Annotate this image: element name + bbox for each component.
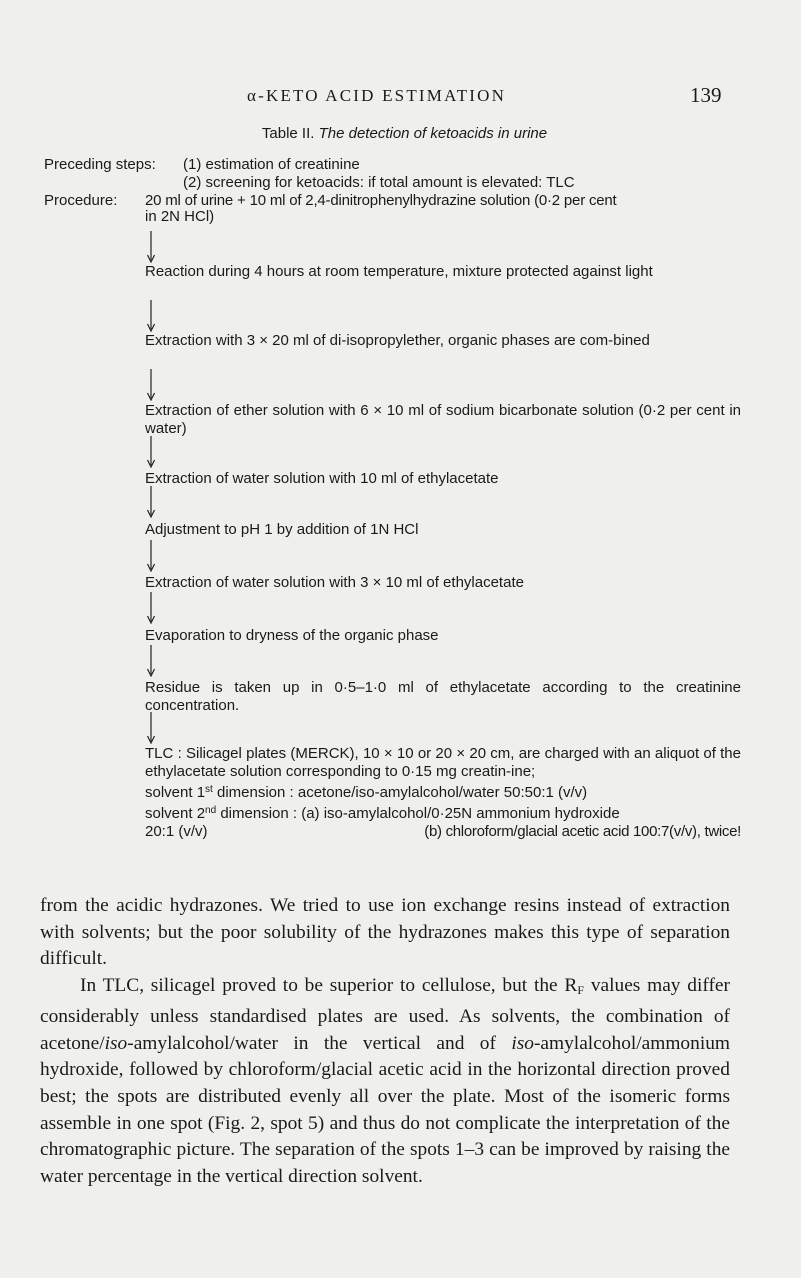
page-number: 139 (690, 83, 722, 107)
preceding-steps (0, 156, 801, 196)
running-title: α-KETO ACID ESTIMATION (247, 86, 507, 105)
preceding-step-2: (2) screening for ketoacids: if total amount is elevated: TLC (183, 174, 575, 191)
procedure-label: Procedure: (44, 192, 118, 209)
flow-arrow (146, 300, 156, 332)
solvent-1 (145, 784, 587, 801)
iso-italic-1: iso (104, 1032, 128, 1054)
flow-arrow (146, 592, 156, 624)
solvent-1-sup: st (205, 784, 213, 795)
paragraph-2-a: In TLC, silicagel proved to be superior to cellulose, but the R (80, 975, 578, 997)
paragraph-2-d: -amylalcohol/ammonium hydroxide, followed by chloroform/glacial acetic acid in the horizontal direction proved best; the spots are distributed evenly all over the plate. Most of the isomeric forms assemble in one spot (Fig. 2, spot 5) and thus do not complicate the interpretation of the chromatographic picture. The separation of the spots 1–3 can be improved by raising the water percentage in the vertical direction solvent. (40, 1032, 730, 1188)
solvent-2-option-b: (b) chloroform/glacial acetic acid 100:7(v/v), twice! (424, 823, 741, 840)
step-evaporation: Evaporation to dryness of the organic phase (145, 627, 439, 644)
procedure (0, 192, 801, 232)
step-bicarbonate-extraction: Extraction of ether solution with 6 × 10 ml of sodium bicarbonate solution (0·2 per cent in water) (145, 402, 741, 437)
flow-arrow (146, 231, 156, 263)
flow-arrow (146, 712, 156, 744)
tlc-text: TLC : Silicagel plates (MERCK), 10 × 10 or 20 × 20 cm, are charged with an aliquot of the ethylacetate solution corresponding to 0·15 mg creatin-ine; (145, 745, 741, 780)
flow-arrow (146, 486, 156, 518)
page-header (0, 83, 801, 116)
flow-arrow (146, 369, 156, 401)
flow-arrow (146, 540, 156, 572)
step-ethylacetate-extraction: Extraction of water solution with 10 ml of ethylacetate (145, 470, 499, 487)
flow-arrow (146, 645, 156, 677)
solvent-1-prefix: solvent 1 (145, 784, 206, 801)
procedure-line-2: in 2N HCl) (145, 208, 215, 225)
step-ph-adjustment: Adjustment to pH 1 by addition of 1N HCl (145, 521, 419, 538)
flow-arrow (146, 436, 156, 468)
solvent-2-line-2 (145, 823, 741, 841)
step-reaction: Reaction during 4 hours at room temperature, mixture protected against light (145, 263, 653, 280)
solvent-2-sup: nd (205, 805, 217, 816)
tlc-description (145, 745, 741, 841)
procedure-line-1: 20 ml of urine + 10 ml of 2,4-dinitrophenylhydrazine solution (0·2 per cent (145, 192, 617, 209)
solvent-1-rest: dimension : acetone/iso-amylalcohol/water 50:50:1 (v/v) (212, 784, 588, 801)
rf-subscript: F (577, 983, 585, 998)
step-ether-extraction: Extraction with 3 × 20 ml of di-isopropylether, organic phases are com-bined (145, 332, 650, 349)
step-water-extraction: Extraction of water solution with 3 × 10 ml of ethylacetate (145, 574, 524, 591)
table-caption-title: The detection of ketoacids in urine (318, 125, 548, 142)
table-caption (0, 125, 801, 142)
solvent-2 (145, 805, 620, 822)
paragraph-2-c: -amylalcohol/water in the vertical and of (127, 1032, 512, 1054)
paragraph-2 (40, 973, 730, 1191)
paragraph-1: from the acidic hydrazones. We tried to use ion exchange resins instead of extraction with solvents; but the poor solubility of the hydrazones makes this type of separation difficult. (40, 895, 730, 970)
table-caption-prefix: Table II. (261, 125, 315, 142)
paragraph-2-b: values may differ considerably unless standardised plates are used. As solvents, the combination of acetone/ (40, 975, 730, 1054)
iso-italic-2: iso (511, 1032, 534, 1054)
solvent-2-rest: dimension : (a) iso-amylalcohol/0·25N ammonium hydroxide (216, 805, 620, 822)
body-text (40, 893, 730, 1191)
solvent-2-prefix: solvent 2 (145, 805, 206, 822)
preceding-label: Preceding steps: (44, 156, 156, 173)
solvent-2-ratio: 20:1 (v/v) (145, 823, 208, 840)
step-residue: Residue is taken up in 0·5–1·0 ml of ethylacetate according to the creatinine concentration. (145, 679, 741, 714)
preceding-step-1: (1) estimation of creatinine (183, 156, 360, 173)
